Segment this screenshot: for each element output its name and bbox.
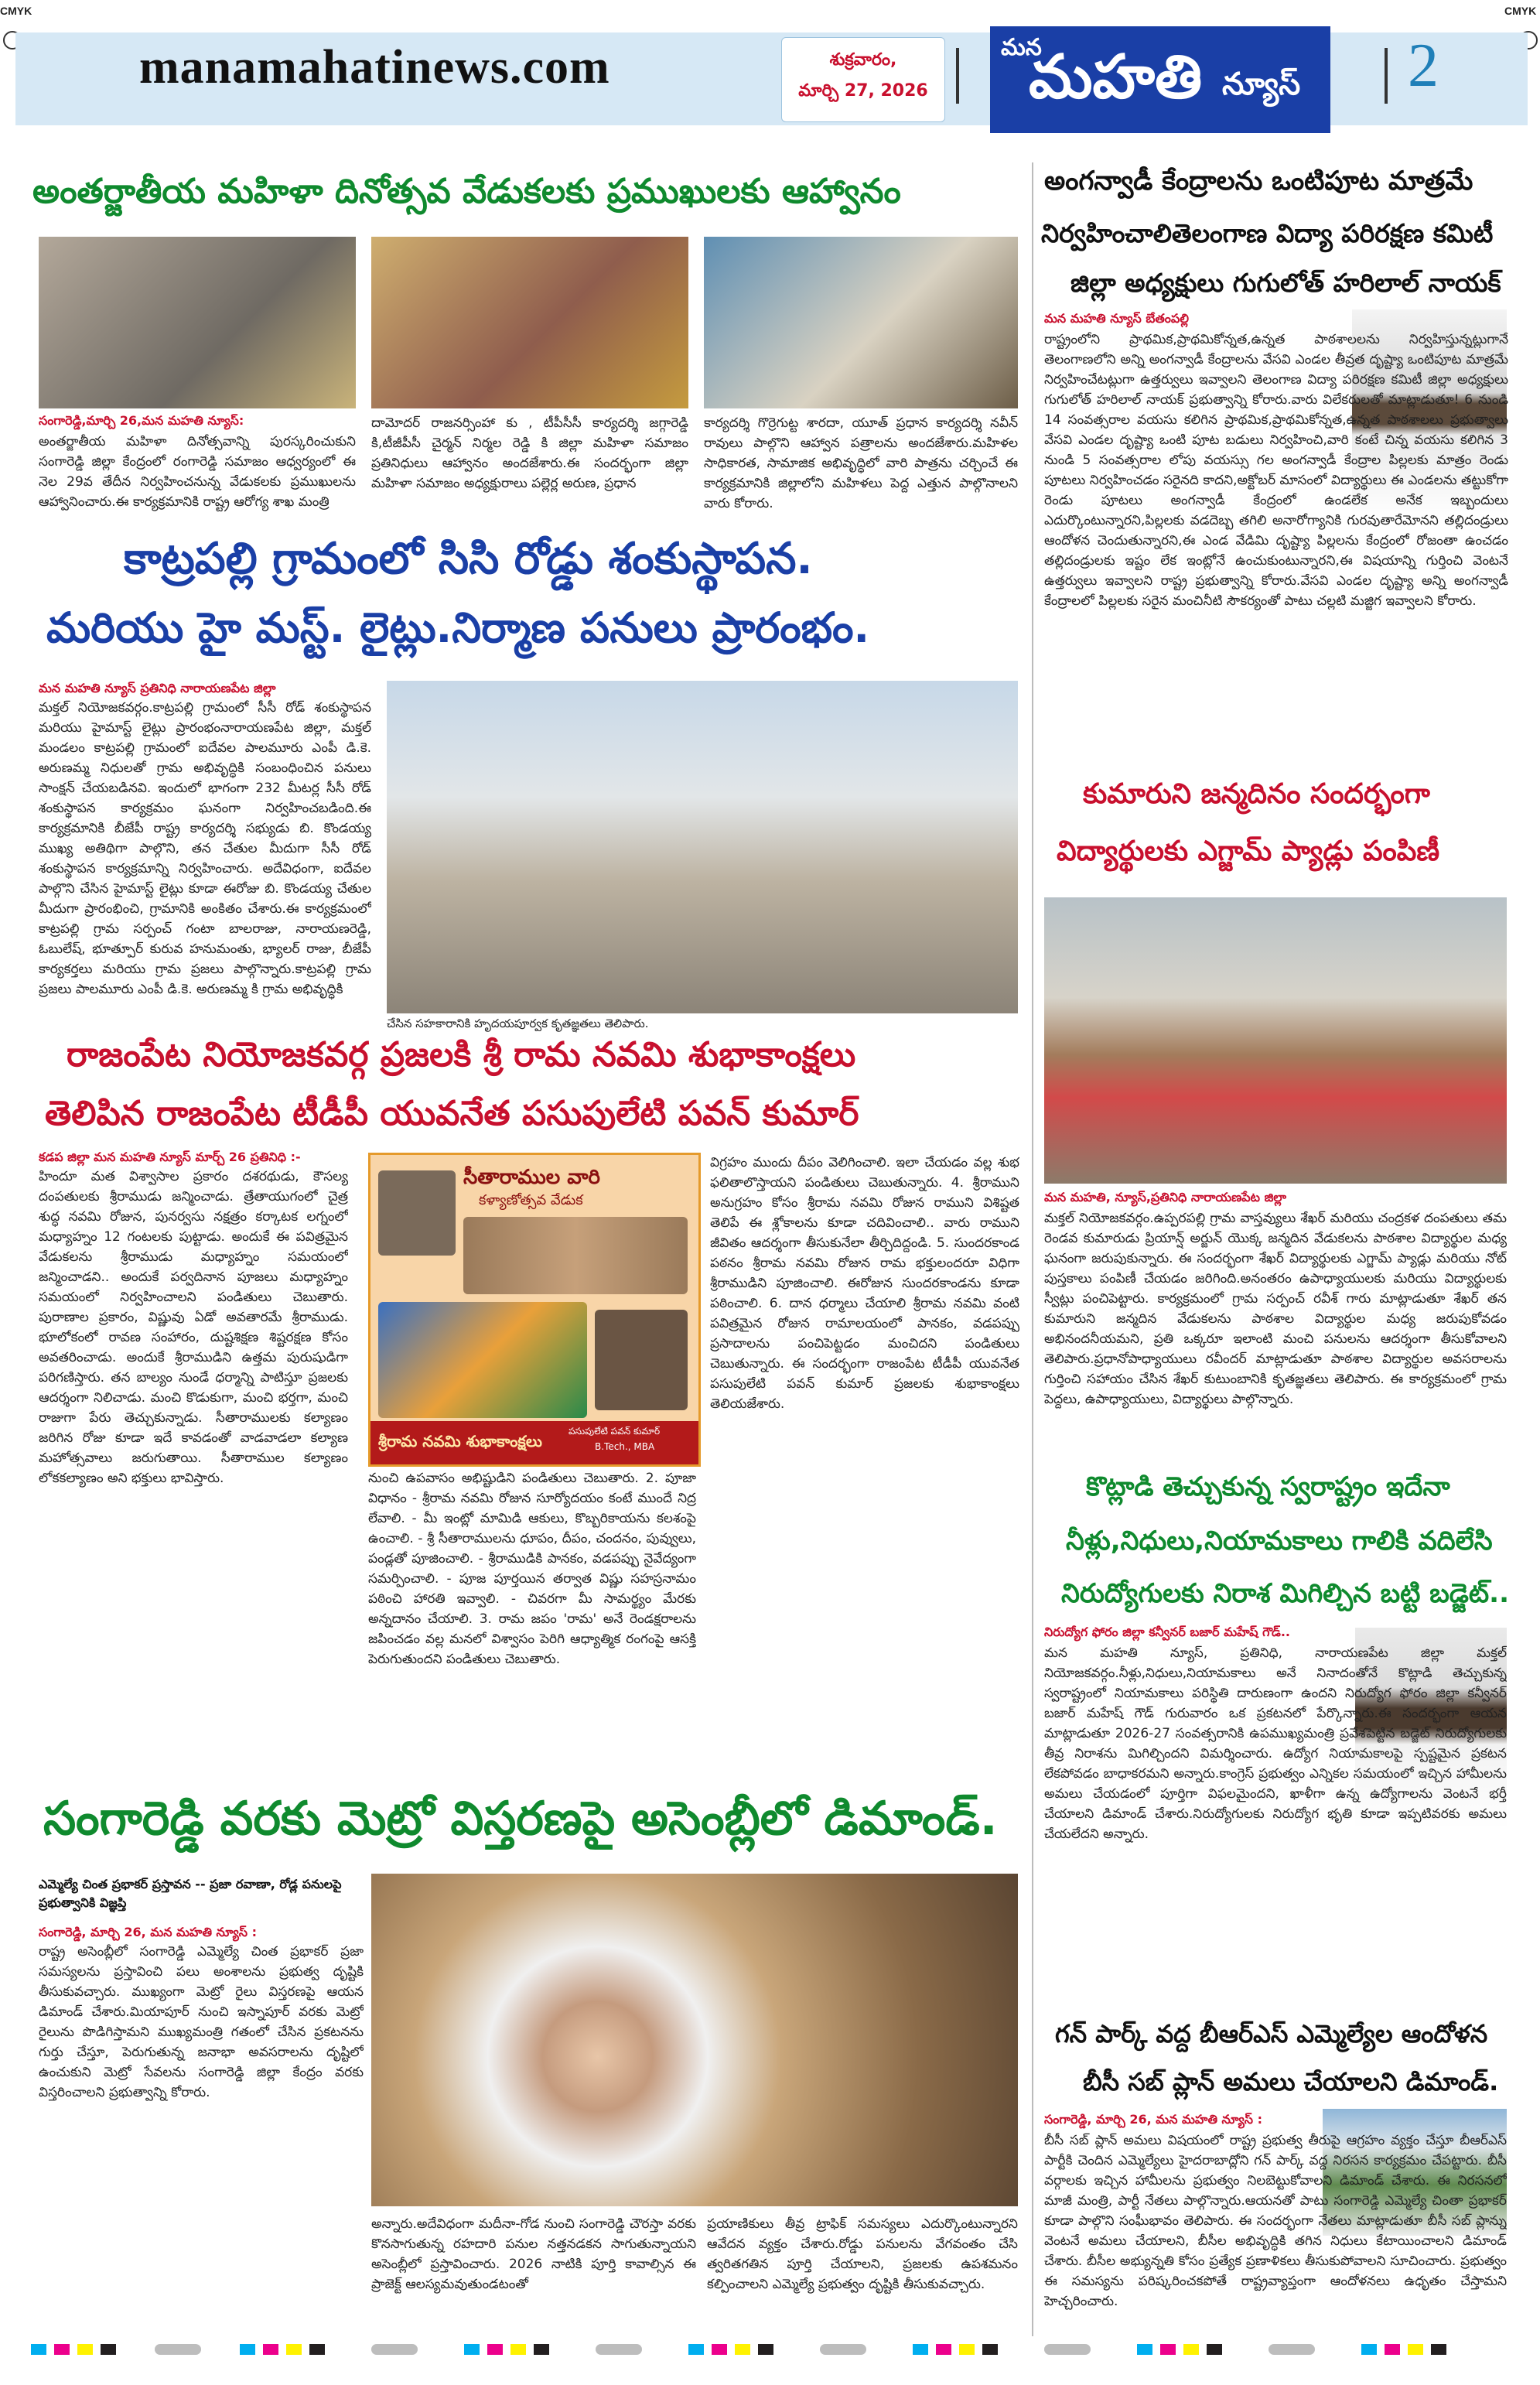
story2-headline-2: మరియు హై మస్ట్. లైట్లు.నిర్మాణ పనులు ప్రారంభం. [46,603,870,652]
cmyk-label-left: CMYK [0,5,32,17]
story1-col1: అంతర్జాతీయ మహిళా దినోత్సవాన్ని పురస్కరించుకుని సంగారెడ్డి జిల్లా కేంద్రంలో రంగారెడ్డి సమాజం ఆధ్వర్యంలో ఈ నెల 29వ తేదీన నిర్వహించనున్న వేడుకలకు ప్రముఖులను ఆహ్వానించారు.ఈ కార్యక్రమానికి రాష్ట్ర ఆరోగ్య శాఖ మంత్రి [39,434,356,510]
poster-person-photo [595,1310,688,1410]
story7-body: మన మహతి న్యూస్, ప్రతినిధి, నారాయణపేట జిల్లా మక్తల్ నియోజకవర్గం.నీళ్లు,నిధులు,నియామకాలు అనే నినాదంతోనే కొట్లాడి తెచ్చుకున్న స్వరాష్ట్రంలో నియామకాలు పరిస్థితి దారుణంగా ఉందని నిరుద్యోగ ఫోరం జిల్లా కన్వీనర్ బజార్ మహేష్ గౌడ్ గురువారం ఒక ప్రకటనలో పేర్కొన్నారు.ఈ సందర్భంగా ఆయన మాట్లాడుతూ 2026-27 సంవత్సరానికి ఉపముఖ్యమంత్రి ప్రవేశపెట్టిన బడ్జెట్ నిరుద్యోగులకు తీవ్ర నిరాశను మిగిల్చిందని విమర్శించారు. ఉద్యోగ నియామకాలపై స్పష్టమైన ప్రకటన లేకపోవడం బాధాకరమని అన్నారు.కాంగ్రెస్ ప్రభుత్వం ఎన్నికల సమయంలో ఇచ్చిన హామీలను అమలు చేయడంలో పూర్తిగా విఫలమైందని, ఖాళీగా ఉన్న ఉద్యోగాలను వెంటనే భర్తీ చేయాలని డిమాండ్ చేశారు.నిరుద్యోగులకు నిరుద్యోగ భృతి కూడా ఇప్పటివరకు అమలు చేయలేదని అన్నారు. [1044,1645,1507,1842]
swatch-magenta-2 [263,2344,278,2355]
story5-headline-2: నిర్వహించాలితెలంగాణ విద్యా పరిరక్షణ కమిటీ [1041,218,1494,248]
poster-subtitle: కళ్యాణోత్సవ వేడుక [479,1192,583,1208]
story8-headline-2: బీసీ సబ్ ప్లాన్ అమలు చేయాలని డిమాండ్. [1083,2067,1499,2096]
swatch-black-4 [758,2344,773,2355]
story7-headline-3: నిరుద్యోగులకు నిరాశ మిగిల్చిన బట్టి బడ్జెట్.. [1061,1578,1509,1609]
brand-main: మహతి [1029,42,1203,112]
story1-col2: దామోదర్ రాజనర్సింహా కు , టీపీసీసీ కార్యదర్శి జగ్గారెడ్డి కి,టీజీపీసీ చైర్మన్ నిర్మల రెడ్డి కి జిల్లా మహిళా సమాజం ప్రతినిధులు ఆహ్వానం అందజేశారు.ఈ సందర్భంగా జిల్లా మహిళా సమాజం అధ్యక్షురాలు పల్లెర్ల అరుణ, ప్రధాన [371,415,688,491]
story1-col3: కార్యదర్శి గొర్రెగుట్ట శారదా, యూత్ ప్రధాన కార్యదర్శి నవీన్ రావులు పాల్గొని ఆహ్వాన పత్రాలను అందజేశారు.మహిళల సాధికారత, సామాజిక అభివృద్ధిలో వారి పాత్రను చర్చించే ఈ కార్యక్రమానికి జిల్లాలోని మహిళలు పెద్ద ఎత్తున పాల్గొనాలని వారు కోరారు. [704,415,1018,511]
story4-dateline: సంగారెడ్డి, మార్చి 26, మన మహతి న్యూస్ : [39,1925,257,1939]
poster-deity-art [378,1302,587,1418]
swatch-yellow-2 [286,2344,302,2355]
swatch-black [101,2344,116,2355]
poster-person-name: పసుపులేటి పవన్ కుమార్ [569,1426,661,1437]
story4-col2: అన్నారు.అదేవిధంగా మదీనా-గోడ నుంచి సంగారెడ్డి చౌరస్తా వరకు కొనసాగుతున్న రహదారి పనుల నత్తనడకన సాగుతున్నాయని అసెంబ్లీలో ప్రస్తావించారు. 2026 నాటికి పూర్తి కావాల్సిన ఈ ప్రాజెక్ట్ ఆలస్యమవుతుండటంతో [371,2216,696,2292]
swatch-yellow [77,2344,93,2355]
swatch-black-7 [1431,2344,1446,2355]
story4-subhead: ఎమ్మెల్యే చింత ప్రభాకర్ ప్రస్తావన -- ప్రజా రవాణా, రోడ్ల పనులపై ప్రభుత్వానికి విజ్ఞప్తి [39,1877,342,1910]
masthead-divider-1 [956,48,959,104]
story3-dateline: కడప జిల్లా మన మహతి న్యూస్ మార్చ్ 26 ప్రతినిధి :- [39,1150,301,1164]
story3-col2: నుంచి ఉపవాసం అభిష్టుడిని పండితులు చెబుతారు. 2. పూజా విధానం - శ్రీరామ నవమి రోజున సూర్యోదయం కంటే ముందే నిద్ర లేవాలి. - మీ ఇంట్లో మామిడి ఆకులు, కొబ్బరికాయను కలశంపై ఉంచాలి. - శ్రీ సీతారాములను ధూపం, దీపం, చందనం, పువ్వులు, పండ్లతో పూజించాలి. - శ్రీరాముడికి పానకం, వడపప్పు నైవేద్యంగా సమర్పించాలి. - పూజ పూర్తయిన తర్వాత విష్ణు సహస్రనామం పఠించి హారతి ఇవ్వాలి. - చివరగా మీ సామర్థ్యం మేరకు అన్నదానం చేయాలి. 3. రామ జపం 'రామ' అనే రెండక్షరాలను జపించడం వల్ల మనలో విశ్వాసం పెరిగి ఆధ్యాత్మిక రంగంపై ఆసక్తి పెరుగుతుందని పండితులు చెబుతారు. [368,1471,696,1667]
swatch-gray-3 [596,2344,642,2355]
swatch-cyan [31,2344,46,2355]
swatch-yellow-6 [1183,2344,1199,2355]
story2-caption: చేసిన సహకారానికి హృదయపూర్వక కృతజ్ఞతలు తెలిపారు. [387,1017,649,1030]
swatch-magenta [54,2344,70,2355]
story3-col3: విగ్రహం ముందు దీపం వెలిగించాలి. ఇలా చేయడం వల్ల శుభ ఫలితాలొస్తాయని పండితులు చెబుతున్నారు. 4. శ్రీరాముని అనుగ్రహం కోసం శ్రీరామ నవమి రోజున రాముని విశిష్టత తెలిపే ఈ శ్లోకాలను కూడా చదివించాలి.. వారు రాముని జీవితం ఆదర్శంగా తీసుకునేలా తీర్చిదిద్దండి. 5. సుందరకాండ పఠనం శ్రీరామ నవమి రోజున రామ భక్తులందరూ విధిగా శ్రీరాముడిని పూజించాలి. ఈరోజున సుందరకాండను కూడా పఠించాలి. 6. దాన ధర్మాలు చేయాలి శ్రీరామ నవమి వంటి పవిత్రమైన రోజున రామాలయంలో పానకం, వడపప్పు ప్రసాదాలను పంచిపెట్టడం మంచిదని పండితులు చెబుతున్నారు. ఈ సందర్భంగా రాజంపేట టీడీపీ యువనేత పసుపులేటి పవన్ కుమార్ ప్రజలకు శుభాకాంక్షలు తెలియజేశారు. [710,1155,1019,1412]
story2-headline-1: కాట్రపల్లి గ్రామంలో సిసి రోడ్డు శంకుస్థాపన. [124,534,813,584]
story5-body: రాష్ట్రంలోని ప్రాథమిక,ప్రాథమికోన్నత,ఉన్నత పాఠశాలలను నిర్వహిస్తున్నట్లుగానే తెలంగాణలోని అన్ని అంగన్వాడీ కేంద్రాలను వేసవి ఎండల తీవ్రత దృష్ట్యా ఒంటిపూట మాత్రమే నిర్వహించేటట్లుగా ఉత్తర్వులు ఇవ్వాలని తెలంగాణ విద్యా పరిరక్షణ కమిటీ జిల్లా అధ్యక్షులు గుగులోత్ హరిలాల్ నాయక్ ప్రభుత్వాన్ని కోరారు.వారు విలేకరులతో మాట్లాడుతూ! 6 నుండి 14 సంవత్సరాల వయసు కలిగిన ప్రాథమిక,ప్రాథమికోన్నత,ఉన్నత పాఠశాలలు ప్రభుత్వాలు వేసవి ఎండల దృష్ట్యా ఒంటి పూట బడులు నిర్వహించి,వారి కంటే చిన్న వయసు కలిగిన 3 నుండి 5 సంవత్సరాల లోపు వయస్సు గల అంగన్వాడీ కేంద్రాల పిల్లలకు మాత్రం రెండు పూటలు నిర్వహించడం సరైనది కాదని,అక్టోబర్ మాసంలో విద్యార్థులు ఈ ఎండలను తట్టుకోగా రెండు పూటలు అంగన్వాడీ కేంద్రంలో ఉండలేక అనేక ఇబ్బందులు ఎదుర్కొంటున్నారని,పిల్లలకు వడదెబ్బ తగిలి అనారోగ్యానికి గురవుతారేమోనని తల్లిదండ్రులు ఆందోళన చెందుతున్నారని,ఈ ఎండ వేడిమి దృష్ట్యా పిల్లలను కేంద్రంలో రోజంతా ఉంచడం తల్లిదండ్రులకు ఇష్టం లేక ఇంట్లోనే ఉంచుకుంటున్నారని,ఈ విషయాన్ని గుర్తించి వెంటనే ఉత్తర్వులు ఇవ్వాలని రాష్ట్ర ప్రభుత్వాన్ని కోరారు.వేసవి ఎండల దృష్ట్యా అన్ని అంగన్వాడీ కేంద్రాలలో పిల్లలకు సరైన మంచినీటి సౌకర్యంతో పాటు చల్లటి మజ్జిగ ఇవ్వాలని కోరారు. [1044,332,1508,609]
story1-dateline: సంగారెడ్డి,మార్చి 26,మన మహతి న్యూస్: [39,413,244,428]
story2-dateline: మన మహతి న్యూస్ ప్రతినిధి నారాయణపేట జిల్లా [39,681,276,695]
story1-photo-1 [39,237,356,408]
story3-headline-1: రాజంపేట నియోజకవర్గ ప్రజలకి శ్రీ రామ నవమి శుభాకాంక్షలు [67,1035,856,1075]
swatch-cyan-4 [688,2344,704,2355]
page-number: 2 [1408,32,1439,100]
swatch-magenta-4 [712,2344,727,2355]
story2-photo [387,681,1018,1013]
story7-dateline: నిరుద్యోగ ఫోరం జిల్లా కన్వీనర్ బజార్ మహేష్ గౌడ్.. [1044,1625,1290,1639]
poster-portrait-1 [378,1170,456,1256]
swatch-gray-2 [371,2344,418,2355]
swatch-cyan-2 [240,2344,255,2355]
swatch-magenta-5 [936,2344,951,2355]
story4-photo [371,1874,1018,2206]
swatch-magenta-6 [1160,2344,1176,2355]
swatch-gray-5 [1044,2344,1091,2355]
story8-dateline: సంగారెడ్డి, మార్చి 26, మన మహతి న్యూస్ : [1044,2112,1262,2127]
column-separator [1032,162,1033,2336]
swatch-black-6 [1207,2344,1222,2355]
story7-headline-1: కొట్లాడి తెచ్చుకున్న స్వరాష్ట్రం ఇదేనా [1086,1471,1450,1502]
swatch-magenta-7 [1385,2344,1400,2355]
story4-col1: రాష్ట్ర అసెంబ్లీలో సంగారెడ్డి ఎమ్మెల్యే చింత ప్రభాకర్ ప్రజా సమస్యలను ప్రస్తావించి పలు అంశాలను ప్రభుత్వ దృష్టికి తీసుకువచ్చారు. ముఖ్యంగా మెట్రో రైలు విస్తరణపై ఆయన డిమాండ్ చేశారు.మియాపూర్ నుంచి ఇస్నాపూర్ వరకు మెట్రో రైలును పొడిగిస్తామని ముఖ్యమంత్రి గతంలో చేసిన ప్రకటనను గుర్తు చేస్తూ, పెరుగుతున్న జనాభా అవసరాలను దృష్టిలో ఉంచుకుని మెట్రో సేవలను సంగారెడ్డి జిల్లా కేంద్రం వరకు విస్తరించాలని ప్రభుత్వాన్ని కోరారు. [39,1944,364,2100]
story2-body: మక్తల్ నియోజకవర్గం.కాట్రపల్లి గ్రామంలో సీసీ రోడ్ శంకుస్థాపన మరియు హైమాస్ట్ లైట్లు ప్రారంభంనారాయణపేట జిల్లా, మక్తల్ మండలం కాట్రపల్లి గ్రామంలో ఐదేవల పాలమూరు ఎంపీ డి.కె. అరుణమ్మ నిధులతో గ్రామ అభివృద్ధికి సంబంధించిన పనులు సాంక్షన్ చేయబడినవి. ఇందులో భాగంగా 232 మీటర్ల సీసీ రోడ్ శంకుస్థాపన కార్యక్రమం ఘనంగా నిర్వహించబడింది.ఈ కార్యక్రమానికి బీజేపీ రాష్ట్ర కార్యదర్శి సభ్యుడు బి. కొండయ్య ముఖ్య అతిథిగా పాల్గొని, తన చేతుల మీదుగా సీసీ రోడ్ శంకుస్థాపన కార్యక్రమాన్ని నిర్వహించారు. అదేవిధంగా, ఐదేవల పాల్గొని చేసిన హైమాస్ట్ లైట్లు కూడా ఈరోజు బి. కొండయ్య చేతుల మీదుగా ప్రారంభించి, గ్రామానికి అంకితం చేశారు.ఈ కార్యక్రమంలో కాట్రపల్లి గ్రామ సర్పంచ్ గంటా బాలరాజు, నారాయణరెడ్డి, ఓబులేష్, భూత్పూర్ కురువ హనుమంతు, భ్యాలర్ రాజు, బీజేపీ కార్యకర్తలు మరియు గ్రామ ప్రజలు పాల్గొన్నారు.కాట్రపల్లి గ్రామ ప్రజలు పాలమూరు ఎంపీ డి.కె. అరుణమ్మ కి గ్రామ అభివృద్ధికి [39,700,371,997]
story6-dateline: మన మహతి, న్యూస్,ప్రతినిధి నారాయణపేట జిల్లా [1044,1190,1287,1204]
poster-degree: B.Tech., MBA [595,1441,655,1452]
date-full: మార్చి 27, 2026 [798,81,928,101]
story6-headline-1: కుమారుని జన్మదినం సందర్భంగా [1083,778,1430,810]
swatch-yellow-4 [735,2344,750,2355]
swatch-cyan-5 [913,2344,928,2355]
story1-headline: అంతర్జాతీయ మహిళా దినోత్సవ వేడుకలకు ప్రముఖులకు ఆహ్వానం [32,172,901,211]
poster-title: సీతారాముల వారి [463,1166,600,1189]
swatch-cyan-3 [464,2344,480,2355]
story6-body: మక్తల్ నియోజకవర్గం.ఉప్పరపల్లి గ్రామ వాస్తవ్యులు శేఖర్ మరియు చంద్రకళ దంపతులు తమ రెండవ కుమారుడు ప్రియాన్ష్ అర్జున్ యొక్క జన్మదిన వేడుకలను పాఠశాల విద్యార్థుల మధ్య ఘనంగా జరుపుకున్నారు. ఈ సందర్భంగా శేఖర్ విద్యార్థులకు ఎగ్జామ్ ప్యాడ్లు మరియు నోట్ పుస్తకాలు పంపిణీ చేయడం జరిగింది.అనంతరం ఉపాధ్యాయులకు మరియు విద్యార్థులకు స్వీట్లు పంచిపెట్టారు. కార్యక్రమంలో గ్రామ సర్పంచ్ రవీశ్ గారు మాట్లాడుతూ శేఖర్ తన కుమారుని జన్మదిన వేడుకలను పాఠశాల విద్యార్థుల మధ్య జరుపుకోవడం అభినందనీయమని, ప్రతి ఒక్కరూ ఇలాంటి మంచి పనులను ఆదర్శంగా తీసుకోవాలని తెలిపారు.ప్రధానోపాధ్యాయులు రవీందర్ మాట్లాడుతూ పాఠశాల విద్యార్థుల అవసరాలను గుర్తించి సహాయం చేసిన శేఖర్ కుటుంబానికి కృతజ్ఞతలు తెలిపారు. ఈ కార్యక్రమంలో గ్రామ పెద్దలు, ఉపాధ్యాయులు, విద్యార్థులు పాల్గొన్నారు. [1044,1211,1507,1407]
story1-photo-3 [704,237,1018,408]
story4-headline: సంగారెడ్డి వరకు మెట్రో విస్తరణపై అసెంబ్లీలో డిమాండ్. [43,1792,998,1846]
story5-dateline: మన మహతి న్యూస్ బేతంపల్లి [1044,311,1189,326]
story7-headline-2: నీళ్లు,నిధులు,నియామకాలు గాలికి వదిలేసి [1066,1526,1493,1556]
swatch-cyan-7 [1361,2344,1377,2355]
swatch-black-2 [309,2344,325,2355]
brand-sub: న్యూస్ [1222,67,1301,102]
swatch-black-3 [534,2344,549,2355]
story3-col1: హిందూ మత విశ్వాసాల ప్రకారం దశరథుడు, కౌసల్య దంపతులకు శ్రీరాముడు జన్మించాడు. త్రేతాయుగంలో చైత్ర శుద్ధ నవమి రోజున, పునర్వసు నక్షత్రం కర్కాటక లగ్నంలో మధ్యాహ్నం 12 గంటలకు పుట్టాడు. అందుకే ఈ పవిత్రమైన వేడుకలను శ్రీరాముడు మధ్యాహ్నం సమయంలో జన్మించాడని.. అందుకే పర్వదినాన పూజలు మధ్యాహ్నం సమయంలో నిర్వహించాలని పండితులు చెబుతారు. పురాణాల ప్రకారం, విష్ణువు ఏడో అవతారమే శ్రీరాముడు. భూలోకంలో రావణ సంహారం, దుష్టశిక్షణ శిష్టరక్షణ కోసం అవతరించాడు. అందుకే శ్రీరాముడిని ఉత్తమ పురుషుడిగా పరిగణిస్తారు. తన బాల్యం నుండే ధర్మాన్ని పాటిస్తూ ప్రజలకు ఆదర్శంగా నిలిచాడు. మంచి కొడుకుగా, మంచి భర్తగా, మంచి రాజుగా పేరు తెచ్చుకున్నాడు. సీతారాములకు కల్యాణం జరిగిన రోజు కూడా ఇదే కావడంతో వాడవాడలా కల్యాణ మహోత్సవాలు జరుగుతాయి. సీతారాముల కల్యాణం లోకకల్యాణం అని భక్తులు భావిస్తారు. [39,1169,348,1486]
poster-portrait-2 [463,1217,688,1294]
brand-small: మన [1001,34,1042,61]
brand-logo [990,26,1330,133]
story3-poster [368,1153,701,1467]
story1-photo-2 [371,237,688,408]
swatch-gray-6 [1269,2344,1315,2355]
swatch-magenta-3 [487,2344,503,2355]
poster-bottom [370,1421,698,1464]
swatch-cyan-6 [1137,2344,1152,2355]
swatch-black-5 [982,2344,998,2355]
story5-headline-1: అంగన్వాడీ కేంద్రాలను ఒంటిపూట మాత్రమే [1044,166,1473,196]
swatch-gray-1 [155,2344,201,2355]
swatch-gray-4 [820,2344,866,2355]
story3-headline-2: తెలిపిన రాజంపేట టీడీపీ యువనేత పసుపులేటి పవన్ కుమార్ [45,1094,859,1133]
swatch-yellow-7 [1408,2344,1423,2355]
swatch-yellow-3 [510,2344,526,2355]
site-name[interactable]: manamahatinews.com [139,41,610,94]
story5-headline-3: జిల్లా అధ్యక్షులు గుగులోత్ హరిలాల్ నాయక్ [1070,268,1501,298]
cmyk-label-right: CMYK [1504,5,1537,17]
story4-col3: ప్రయాణికులు తీవ్ర ట్రాఫిక్ సమస్యలు ఎదుర్కొంటున్నారని ఆవేదన వ్యక్తం చేశారు.రోడ్డు పనులను వేగవంతం చేసి త్వరితగతిన పూర్తి చేయాలని, ప్రజలకు ఉపశమనం కల్పించాలని ఎమ్మెల్యే ప్రభుత్వం దృష్టికి తీసుకువచ్చారు. [707,2216,1018,2292]
story6-photo [1044,897,1507,1184]
story8-body: బీసీ సబ్ ప్లాన్ అమలు విషయంలో రాష్ట్ర ప్రభుత్వ తీరుపై ఆగ్రహం వ్యక్తం చేస్తూ బీఆర్ఎస్ పార్టీకి చెందిన ఎమ్మెల్యేలు హైదరాబాద్లోని గన్ పార్క్ వద్ద నిరసన కార్యక్రమం చేపట్టారు. బీసీ వర్గాలకు ఇచ్చిన హామీలను ప్రభుత్వం నిలబెట్టుకోవాలని డిమాండ్ చేశారు. ఈ నిరసనలో మాజీ మంత్రి, పార్టీ నేతలు పాల్గొన్నారు.ఆయనతో పాటు సంగారెడ్డి ఎమ్మెల్యే చింతా ప్రభాకర్ కూడా పాల్గొని సంఘీభావం తెలిపారు. ఈ సందర్భంగా నేతలు మాట్లాడుతూ బీసీ సబ్ ప్లాన్ను వెంటనే అమలు చేయాలని, బీసీల అభివృద్ధికి తగిన నిధులు కేటాయించాలని డిమాండ్ చేశారు. బీసీల అభ్యున్నతి కోసం ప్రత్యేక ప్రణాళికలు తీసుకుపోవాలని సూచించారు. ప్రభుత్వం ఈ సమస్యను పరిష్కరించకపోతే రాష్ట్రవ్యాప్తంగా ఆందోళనలు ఉధృతం చేస్తామని హెచ్చరించారు. [1044,2133,1507,2309]
date-day: శుక్రవారం, [829,50,897,70]
print-color-bar [0,2344,1540,2359]
story8-headline-1: గన్ పార్క్ వద్ద బీఆర్ఎస్ ఎమ్మెల్యేల ఆందోళన [1055,2019,1488,2048]
story6-headline-2: విద్యార్థులకు ఎగ్జామ్ ప్యాడ్లు పంపిణీ [1057,835,1440,867]
masthead-divider-2 [1385,48,1388,104]
date-box [781,37,945,122]
swatch-yellow-5 [959,2344,975,2355]
poster-greeting: శ్రీరామ నవమి శుభాకాంక్షలు [378,1432,542,1450]
